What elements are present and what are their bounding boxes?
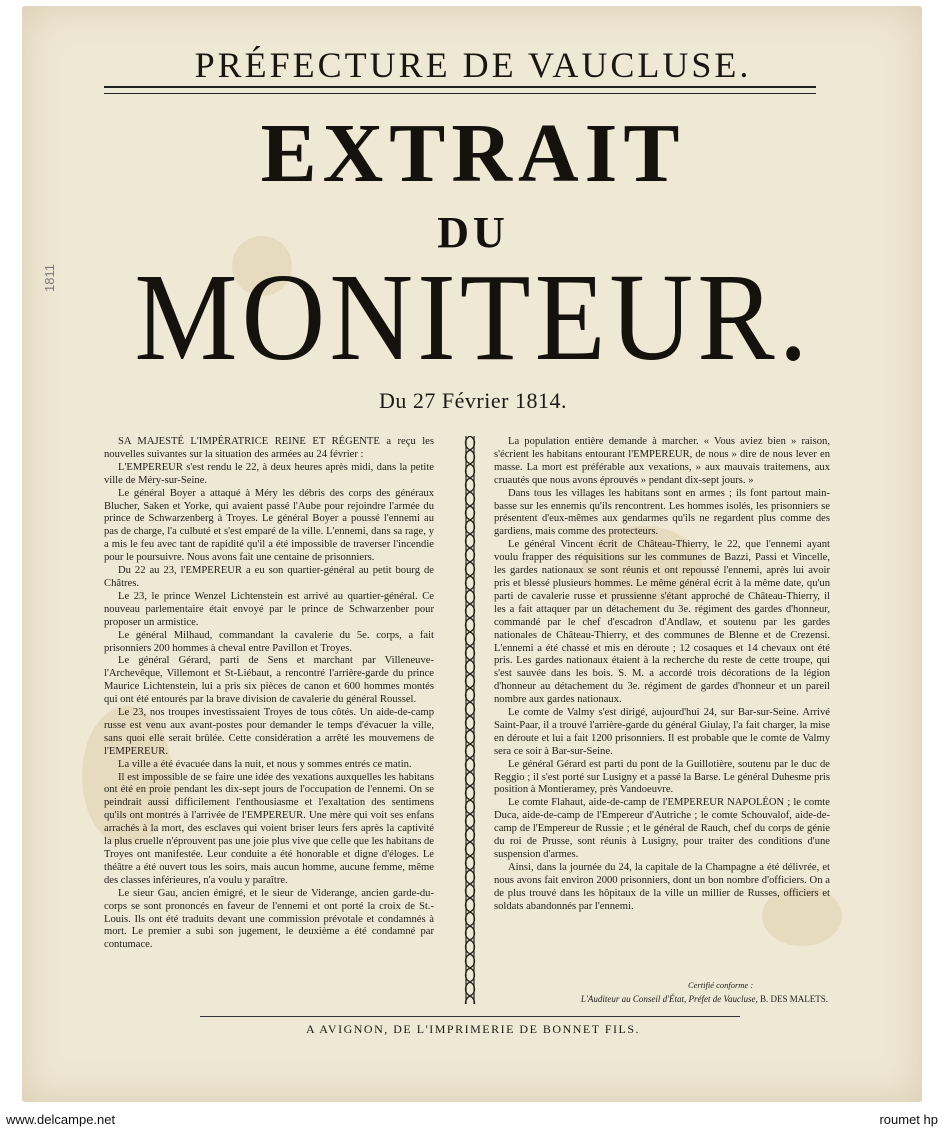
paragraph: L'EMPEREUR s'est rendu le 22, à deux heures après midi, dans la petite ville de Méry-sur-Seine. (104, 461, 434, 486)
paragraph: Le 23, nos troupes investissaient Troyes de tous côtés. Un aide-de-camp russe est venu aux avant-postes pour demander le temps d'évacuer la ville, sans quoi elle serait brûlée. Cette considération a arrêté les mouvemens de l'EMPEREUR. (104, 707, 434, 757)
paragraph: Ainsi, dans la journée du 24, la capitale de la Champagne a été délivrée, et nous avons fait environ 2000 prisonniers, dont un bon nombre d'officiers. On a de plus trouvé dans les hôpitaux de la ville un millier de Russes, officiers et soldats abandonnés par l'ennemi. (494, 861, 830, 912)
paragraph: SA MAJESTÉ L'IMPÉRATRICE REINE ET RÉGENTE a reçu les nouvelles suivantes sur la situation des armées au 24 février : (104, 436, 434, 460)
watermark-right: roumet hp (879, 1112, 938, 1127)
prefecture-heading: PRÉFECTURE DE VAUCLUSE. (194, 45, 752, 85)
paragraph: Le général Milhaud, commandant la cavalerie du 5e. corps, a fait prisonniers 200 hommes à cheval entre Pavillon et Troyes. (104, 629, 434, 654)
prefect-name: B. DES MALETS. (759, 994, 828, 1004)
paragraph: Le comte de Valmy s'est dirigé, aujourd'hui 24, sur Bar-sur-Seine. Arrivé Saint-Paar, il a trouvé l'arrière-garde du général Giulay, l'a fait charger, la mise en déroute et lui a fait 1200 prisonniers. Il est probable que le comte de Valmy sera ce soir à Bar-sur-Seine. (494, 707, 830, 757)
footer-rule (200, 1016, 740, 1017)
left-column (104, 436, 434, 952)
paragraph: Le sieur Gau, ancien émigré, et le sieur de Viderange, ancien garde-du-corps se sont prononcés en faveur de l'ennemi et ont porté la croix de St.-Louis. Ils ont été traduits devant une commission prévotale et condamnés à mort. Le premier a subi son jugement, le deuxième a été condamné par contumace. (104, 887, 434, 951)
publication-date: Du 27 Février 1814. (379, 388, 567, 413)
paragraph: Du 22 au 23, l'EMPEREUR a eu son quartier-général au petit bourg de Châtres. (104, 565, 434, 589)
paragraph: Le général Gérard, parti de Sens et marchant par Villeneuve-l'Archevêque, Villemont et St-Liébaut, a rencontré l'arrière-garde du prince Maurice Lichtenstein, lui a pris six pièces de canon et 600 hommes montés qui ont été entourés par la brave division de cavalerie du général Roussel. (104, 655, 434, 706)
ornamental-column-divider (462, 436, 478, 1004)
paragraph: Le 23, le prince Wenzel Lichtenstein est arrivé au quartier-général. Ce nouveau parlementaire était envoyé par le prince de Schwarzenber pour proposer un armistice. (104, 590, 434, 628)
title-extrait: EXTRAIT (260, 107, 686, 200)
title-moniteur: MONITEUR. (134, 248, 812, 388)
prefect-title: L'Auditeur au Conseil d'État, Préfet de Vaucluse, (580, 994, 758, 1004)
paragraph: La ville a été évacuée dans la nuit, et nous y sommes entrés ce matin. (118, 758, 412, 770)
paragraph: Le général Boyer a attaqué à Méry les débris des corps des généraux Blucher, Saken et Yorke, qui avaient passé l'Aube pour rejoindre l'armée du prince de Schwarzenberg à Troyes. Le général Boyer a poussé l'ennemi au pas de charge, l'a culbuté et s'est emparé de la ville. L'ennemi, dans sa rage, y a mis le feu avec tant de rapidité qu'il a été impossible de traverser l'incendie pour le poursuivre. Nous avons fait une centaine de prisonniers. (104, 487, 434, 564)
title-du: DU (437, 208, 509, 257)
watermark-left: www.delcampe.net (6, 1112, 116, 1127)
prefect-signature-line (508, 994, 828, 1004)
header-rule (104, 86, 816, 94)
paragraph: Le général Gérard est parti du pont de la Guillotière, soutenu par le duc de Reggio ; il s'est porté sur Lusigny et a passé la Barse. Le général Duhesme pris position à Montieramey, près Vandoeuvre. (494, 758, 830, 796)
paragraph: Le comte Flahaut, aide-de-camp de l'EMPEREUR NAPOLÉON ; le comte Duca, aide-de-camp de l'Empereur d'Autriche ; le comte Schouvalof, aide-de-camp de l'Empereur de Russie ; et le général de Rauch, chef du corps de génie du roi de Prusse, sont réunis à Lusigny, pour traiter des conditions d'une suspension d'armes. (494, 797, 830, 860)
printer-imprint: A AVIGNON, DE L'IMPRIMERIE DE BONNET FILS. (305, 1022, 641, 1036)
right-column (494, 436, 830, 914)
pencil-inventory-note: 1811 (42, 264, 57, 292)
certification-label: Certifié conforme : (688, 980, 754, 990)
paragraph: La population entière demande à marcher. « Vous aviez bien » raison, s'écrient les habitans entourant l'EMPEREUR, de nous » dire de nous lever en masse. La mort est préférable aux vexations, » aux mauvais traitemens, aux cruautés que nous avons éprouvés » pendant dix-sept jours. » (494, 436, 830, 486)
paragraph: Le général Vincent écrit de Château-Thierry, le 22, que l'ennemi ayant voulu frapper des réquisitions sur les communes de Bazzi, Passi et Vincelle, les gardes nationaux se sont réunis et ont repoussé l'ennemi, après lui avoir pris et blessé plusieurs hommes. Le même général écrit à la même date, qu'un parti de cavalerie russe et prussienne s'étant approché de Château-Thierry, il les a fait attaquer par un détachement du 3e. régiment des gardes d'honneur, commandé par le chef d'escadron d'Andlaw, et soutenu par les gardes nationales de Château-Thierry, et des communes de Blenne et de Crezensi. L'ennemi a été chassé et mis en déroute ; 12 cosaques et 14 chevaux ont été pris. Les gardes nationaux étaient à la recherche du reste de cette troupe, qui s'est sauvée dans les bois. S. M. a accordé trois décorations de la légion d'honneur au détachement du 3e. régiment de gardes d'honneur et un pareil nombre aux gardes nationaux. (494, 539, 830, 706)
paragraph: Dans tous les villages les habitans sont en armes ; ils font partout main-basse sur les ennemis qu'ils rencontrent. Les hommes isolés, les prisonniers se présentent d'eux-mêmes aux gendarmes qu'ils ne regardent plus comme des gardiens, mais comme des protecteurs. (494, 487, 830, 538)
paragraph: Il est impossible de se faire une idée des vexations auxquelles les habitans ont été en proie pendant les dix-sept jours de l'occupation de l'ennemi. On se peindrait aussi difficilement l'enthousiasme et l'exaltation des sentimens qu'ils ont montrés à l'arrivée de l'EMPEREUR. Une mère qui voit ses enfans arrachés à la mort, des esclaves qui voient briser leurs fers après la captivité la plus cruelle n'éprouvent pas une joie plus vive que celle que les habitans de Troyes ont manifestée. Leur conduite a été honorable et digne d'éloges. Le théâtre a été ouvert tous les soirs, mais aucun homme, aucune femme, même des classes inférieures, n'a voulu y paraître. (104, 771, 434, 886)
